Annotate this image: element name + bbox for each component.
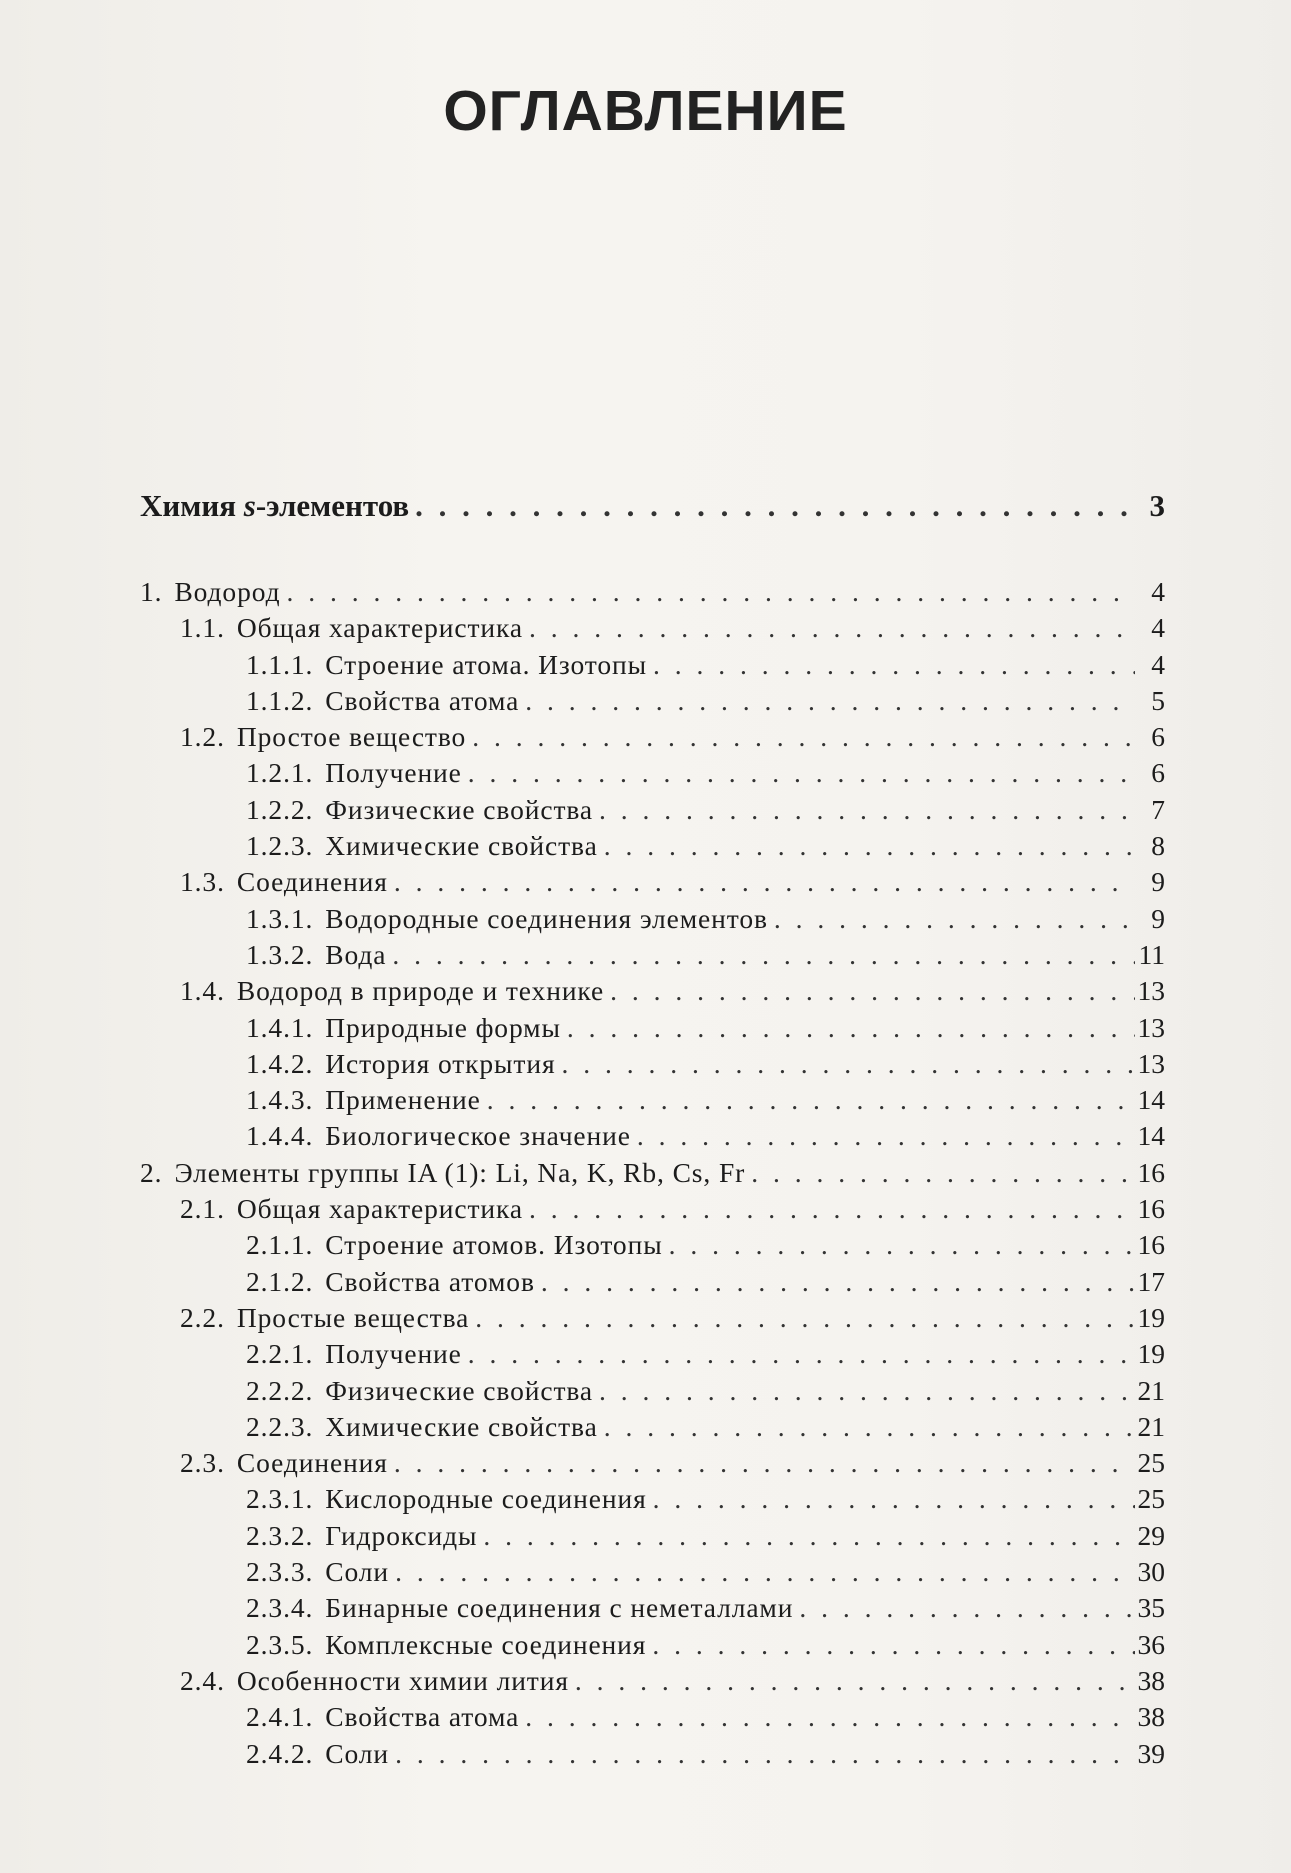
toc-entry — [140, 1375, 1165, 1411]
entry-title: Природные формы — [325, 1011, 561, 1043]
entry-page-number: 16 — [1137, 1193, 1165, 1225]
entry-title: Соединения — [236, 1447, 388, 1479]
entry-title: Простое вещество — [236, 721, 467, 753]
dot-leader — [751, 1157, 1135, 1189]
entry-page-number: 7 — [1151, 793, 1165, 825]
toc-entry — [140, 721, 1165, 757]
entry-page-number: 25 — [1137, 1483, 1165, 1515]
entry-number: 2.2.2. — [246, 1374, 314, 1406]
dot-leader — [395, 1556, 1135, 1588]
entry-page-number: 38 — [1137, 1664, 1165, 1696]
entry-page-number: 35 — [1137, 1592, 1165, 1624]
entry-number: 1.4.4. — [246, 1120, 314, 1152]
entry-number: 2. — [140, 1156, 163, 1188]
table-of-contents — [140, 488, 1165, 1774]
entry-page-number: 39 — [1137, 1737, 1165, 1769]
entry-number: 2.3.3. — [246, 1556, 314, 1588]
toc-entry — [140, 975, 1165, 1011]
toc-entry — [140, 1447, 1165, 1483]
entry-title: Особенности химии лития — [236, 1664, 569, 1696]
entry-title: Химические свойства — [325, 830, 598, 862]
entry-page-number: 11 — [1138, 938, 1165, 970]
part-label: Химия s-элементов — [140, 488, 410, 523]
dot-leader — [567, 1012, 1135, 1044]
entry-number: 2.1. — [180, 1193, 225, 1225]
entry-page-number: 16 — [1137, 1229, 1165, 1261]
entry-number: 1. — [140, 576, 163, 607]
entry-number: 2.3.5. — [246, 1628, 314, 1660]
dot-leader — [468, 757, 1135, 789]
entry-title: Кислородные соединения — [325, 1483, 647, 1515]
toc-entry — [140, 1157, 1165, 1193]
entry-page-number: 6 — [1151, 721, 1165, 753]
entry-title: Биологическое значение — [325, 1120, 631, 1152]
toc-entry — [140, 757, 1165, 793]
part-page-number: 3 — [1149, 488, 1165, 523]
entry-page-number: 19 — [1137, 1338, 1165, 1370]
entry-title: Свойства атома — [325, 1701, 520, 1733]
toc-entry — [140, 830, 1165, 866]
dot-leader — [415, 488, 1135, 524]
entry-title: Физические свойства — [325, 1374, 594, 1406]
entry-number: 2.3.2. — [246, 1519, 314, 1551]
entry-page-number: 4 — [1151, 576, 1165, 607]
toc-entry — [140, 866, 1165, 902]
toc-entry — [140, 1302, 1165, 1338]
entry-title: Физические свойства — [325, 793, 594, 825]
entry-number: 1.4.1. — [246, 1011, 314, 1043]
entry-number: 1.3.1. — [246, 902, 314, 934]
entry-page-number: 17 — [1137, 1265, 1165, 1297]
dot-leader — [392, 939, 1135, 971]
toc-entry — [140, 649, 1165, 685]
toc-entry — [140, 1738, 1165, 1774]
dot-leader — [525, 685, 1135, 717]
entry-page-number: 16 — [1137, 1156, 1165, 1188]
entry-number: 1.2.3. — [246, 830, 314, 862]
entry-number: 1.2. — [180, 721, 225, 753]
toc-entry — [140, 1520, 1165, 1556]
toc-entry — [140, 1084, 1165, 1120]
dot-leader — [653, 649, 1135, 681]
entry-title: Получение — [325, 1338, 462, 1370]
entry-title: Применение — [325, 1084, 481, 1116]
dot-leader — [610, 975, 1135, 1007]
entry-title: Водород в природе и технике — [236, 975, 605, 1007]
entry-page-number: 21 — [1137, 1410, 1165, 1442]
entry-page-number: 13 — [1137, 1047, 1165, 1079]
dot-leader — [487, 1084, 1135, 1116]
dot-leader — [774, 903, 1135, 935]
entry-number: 1.1.1. — [246, 648, 314, 680]
page-title: ОГЛАВЛЕНИЕ — [443, 79, 848, 143]
toc-entry — [140, 1229, 1165, 1265]
toc-entry — [140, 1629, 1165, 1665]
dot-leader — [599, 1375, 1135, 1407]
toc-entry — [140, 576, 1165, 612]
dot-leader — [525, 1701, 1135, 1733]
entry-title: Водородные соединения элементов — [325, 902, 768, 934]
entry-number: 2.1.2. — [246, 1265, 314, 1297]
entry-title: Соли — [325, 1556, 390, 1588]
toc-entry — [140, 1193, 1165, 1229]
entry-number: 2.4.2. — [246, 1737, 314, 1769]
toc-entry — [140, 1012, 1165, 1048]
entry-title: Соли — [325, 1737, 390, 1769]
dot-leader — [483, 1520, 1135, 1552]
toc-entry — [140, 1556, 1165, 1592]
entry-page-number: 36 — [1137, 1628, 1165, 1660]
entry-page-number: 19 — [1137, 1301, 1165, 1333]
dot-leader — [394, 1447, 1135, 1479]
entry-number: 1.4. — [180, 975, 225, 1007]
entry-title: Вода — [325, 938, 387, 970]
entry-number: 2.4.1. — [246, 1701, 314, 1733]
entry-number: 1.1. — [180, 612, 225, 644]
entry-title: Строение атома. Изотопы — [325, 648, 647, 680]
toc-entry — [140, 1120, 1165, 1156]
entry-title: Простые вещества — [236, 1301, 470, 1333]
entry-page-number: 29 — [1137, 1519, 1165, 1551]
entry-page-number: 14 — [1137, 1120, 1165, 1152]
entry-number: 1.2.1. — [246, 757, 314, 789]
entry-page-number: 25 — [1137, 1447, 1165, 1479]
dot-leader — [575, 1665, 1135, 1697]
toc-entry — [140, 903, 1165, 939]
entry-number: 1.4.3. — [246, 1084, 314, 1116]
entry-page-number: 4 — [1151, 612, 1165, 644]
dot-leader — [799, 1592, 1135, 1624]
entry-page-number: 38 — [1137, 1701, 1165, 1733]
dot-leader — [599, 794, 1135, 826]
toc-entry — [140, 1411, 1165, 1447]
entry-page-number: 30 — [1137, 1556, 1165, 1588]
entry-number: 2.2.1. — [246, 1338, 314, 1370]
part-label-symbol: s — [243, 488, 256, 523]
dot-leader — [652, 1629, 1135, 1661]
entry-number: 2.3.4. — [246, 1592, 314, 1624]
toc-entry — [140, 1592, 1165, 1628]
entry-number: 1.4.2. — [246, 1047, 314, 1079]
toc-entry — [140, 1266, 1165, 1302]
entry-title: История открытия — [325, 1047, 556, 1079]
toc-entries — [140, 576, 1165, 1774]
entry-title: Общая характеристика — [236, 612, 523, 644]
entry-title: Химические свойства — [325, 1410, 598, 1442]
entry-title: Элементы группы IA (1): Li, Na, K, Rb, Cs, Fr — [174, 1156, 746, 1188]
dot-leader — [286, 576, 1135, 608]
toc-part-heading — [140, 488, 1165, 528]
dot-leader — [637, 1120, 1135, 1152]
entry-title: Свойства атомов — [325, 1265, 535, 1297]
entry-title: Комплексные соединения — [325, 1628, 647, 1660]
dot-leader — [529, 1193, 1135, 1225]
entry-page-number: 13 — [1137, 1011, 1165, 1043]
entry-page-number: 5 — [1151, 684, 1165, 716]
toc-entry — [140, 1338, 1165, 1374]
entry-page-number: 4 — [1151, 648, 1165, 680]
entry-title: Соединения — [236, 866, 388, 898]
entry-number: 1.3. — [180, 866, 225, 898]
dot-leader — [562, 1048, 1135, 1080]
entry-number: 1.3.2. — [246, 938, 314, 970]
toc-entry — [140, 1483, 1165, 1519]
entry-number: 2.1.1. — [246, 1229, 314, 1261]
entry-title: Свойства атома — [325, 684, 520, 716]
toc-entry — [140, 612, 1165, 648]
dot-leader — [653, 1483, 1135, 1515]
entry-number: 2.4. — [180, 1664, 225, 1696]
entry-title: Строение атомов. Изотопы — [325, 1229, 663, 1261]
entry-title: Общая характеристика — [236, 1193, 523, 1225]
entry-number: 1.1.2. — [246, 684, 314, 716]
toc-entry — [140, 1701, 1165, 1737]
entry-title: Бинарные соединения с неметаллами — [325, 1592, 794, 1624]
toc-entry — [140, 685, 1165, 721]
entry-number: 2.3.1. — [246, 1483, 314, 1515]
entry-number: 2.2.3. — [246, 1410, 314, 1442]
dot-leader — [395, 1738, 1135, 1770]
entry-title: Получение — [325, 757, 462, 789]
dot-leader — [604, 1411, 1135, 1443]
entry-number: 2.2. — [180, 1301, 225, 1333]
toc-entry — [140, 1048, 1165, 1084]
entry-page-number: 6 — [1151, 757, 1165, 789]
toc-entry — [140, 1665, 1165, 1701]
entry-number: 1.2.2. — [246, 793, 314, 825]
entry-number: 2.3. — [180, 1447, 225, 1479]
dot-leader — [669, 1229, 1135, 1261]
dot-leader — [604, 830, 1135, 862]
entry-page-number: 14 — [1137, 1084, 1165, 1116]
dot-leader — [394, 866, 1135, 898]
entry-page-number: 9 — [1151, 866, 1165, 898]
dot-leader — [472, 721, 1135, 753]
dot-leader — [541, 1266, 1135, 1298]
dot-leader — [468, 1338, 1135, 1370]
toc-entry — [140, 939, 1165, 975]
toc-entry — [140, 794, 1165, 830]
dot-leader — [475, 1302, 1135, 1334]
entry-title: Гидроксиды — [325, 1519, 478, 1551]
entry-title: Водород — [174, 576, 281, 607]
entry-page-number: 8 — [1151, 830, 1165, 862]
entry-page-number: 21 — [1137, 1374, 1165, 1406]
entry-page-number: 9 — [1151, 902, 1165, 934]
dot-leader — [529, 612, 1135, 644]
entry-page-number: 13 — [1137, 975, 1165, 1007]
